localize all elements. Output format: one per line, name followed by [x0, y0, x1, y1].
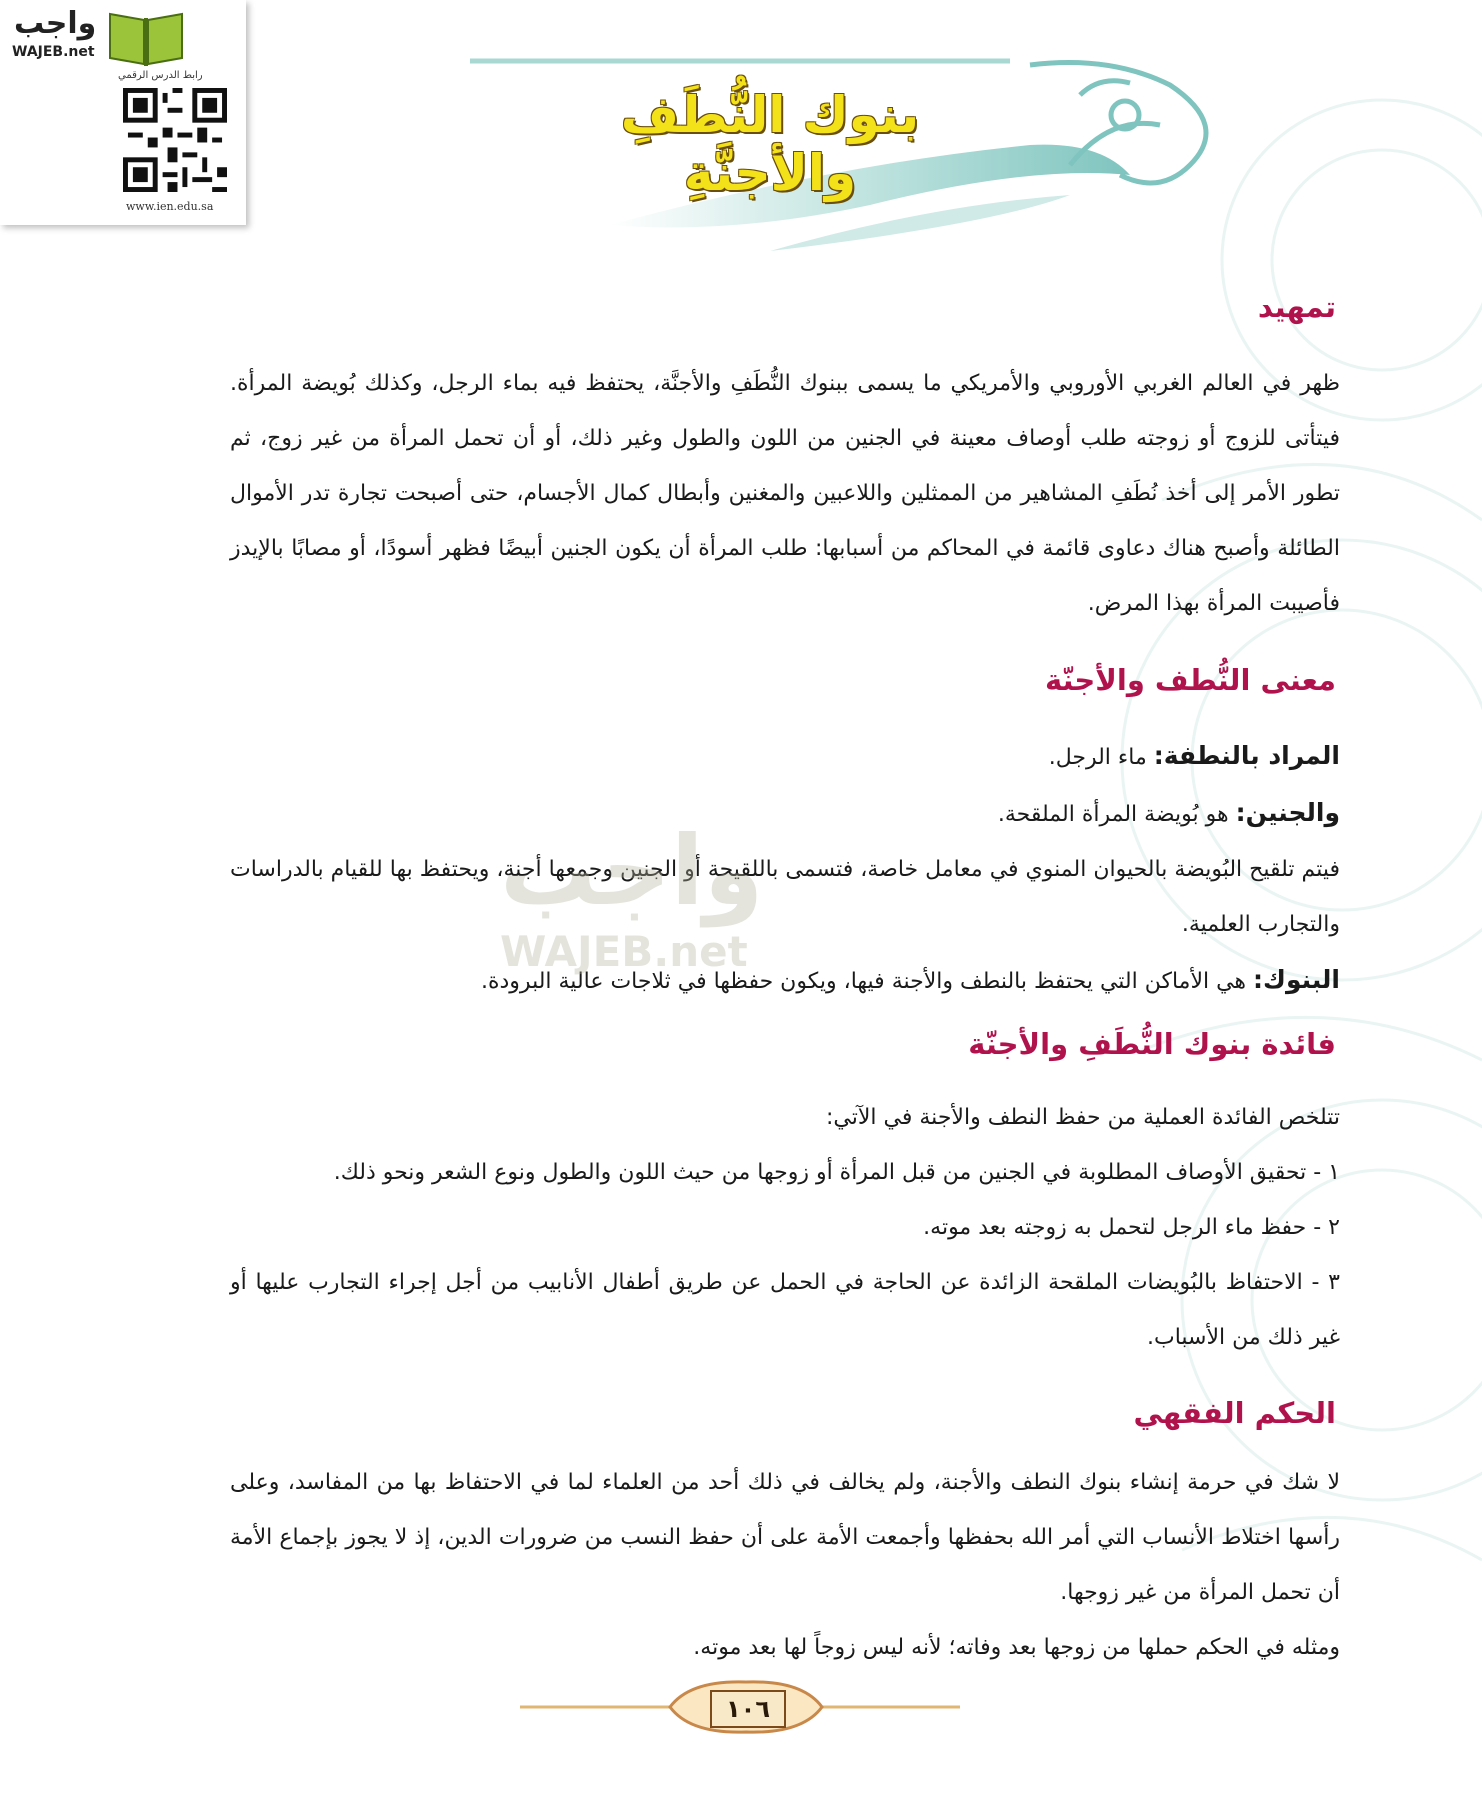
book-logo-icon [104, 4, 188, 68]
process-paragraph: فيتم تلقيح البُويضة بالحيوان المنوي في معامل خاصة، فتسمى باللقيحة أو الجنين وجمعها أجنة، ويحتفظ بها للقيام بالدراسات والتجارب العلمية. [230, 857, 1340, 937]
lesson-url[interactable]: www.ien.edu.sa [126, 200, 214, 213]
meaning-block [230, 728, 1340, 1009]
heading-intro: تمهيد [1257, 290, 1336, 324]
page-number: ١٠٦ [710, 1690, 786, 1728]
benefit-block [230, 1090, 1340, 1365]
qr-label: رابط الدرس الرقمي [118, 70, 203, 81]
banks-label: البنوك: [1253, 965, 1340, 994]
brand-card [0, 0, 246, 225]
heading-benefit: فائدة بنوك النُّطَفِ والأجنّة [968, 1027, 1336, 1061]
intro-paragraph-block [230, 356, 1340, 631]
benefit-item: ٢ - حفظ ماء الرجل لتحمل به زوجته بعد موته. [923, 1215, 1340, 1240]
benefit-item: ١ - تحقيق الأوصاف المطلوبة في الجنين من قبل المرأة أو زوجها من حيث اللون والطول ونوع الشعر ونحو ذلك. [333, 1160, 1340, 1185]
heading-ruling: الحكم الفقهي [1133, 1396, 1336, 1430]
nutfa-text: ماء الرجل. [1048, 745, 1147, 770]
heading-meaning: معنى النُّطف والأجنّة [1044, 663, 1336, 697]
page-number-ornament [520, 1672, 960, 1742]
intro-paragraph: ظهر في العالم الغربي الأوروبي والأمريكي ما يسمى ببنوك النُّطَفِ والأجنَّة، يحتفظ فيه بماء الرجل، وكذلك بُويضة المرأة. فيتأتى للزوج أو زوجته طلب أوصاف معينة في الجنين من اللون والطول وغير ذلك، أو أن تحمل المرأة من غير زوج، ثم تطور الأمر إلى أخذ نُطَفِ المشاهير من الممثلين واللاعبين والمغنين وأبطال كمال الأجسام، حتى أصبحت تجارة تدر الأموال الطائلة وأصبح هناك دعاوى قائمة في المحاكم من أسبابها: طلب المرأة أن يكون الجنين أبيضًا فظهر أسودًا، أو مصابًا بالإيدز فأصيبت المرأة بهذا المرض. [230, 371, 1340, 616]
benefit-item: ٣ - الاحتفاظ بالبُويضات الملقحة الزائدة عن الحاجة في الحمل عن طريق أطفال الأنابيب من أجل إجراء التجارب عليها أو غير ذلك من الأسباب. [230, 1270, 1340, 1350]
brand-name-en: WAJEB.net [12, 44, 95, 60]
qr-code[interactable] [118, 88, 232, 192]
brand-name-ar: واجب [14, 6, 97, 41]
benefit-intro: تتلخص الفائدة العملية من حفظ النطف والأجنة في الآتي: [826, 1105, 1340, 1130]
ruling-block [230, 1455, 1340, 1675]
ruling-paragraph-2: ومثله في الحكم حملها من زوجها بعد وفاته؛ لأنه ليس زوجاً لها بعد موته. [693, 1635, 1340, 1660]
page-title: بنوك النُّطَفِ والأجنَّةِ [620, 86, 920, 202]
ruling-paragraph: لا شك في حرمة إنشاء بنوك النطف والأجنة، ولم يخالف في ذلك أحد من العلماء لما في الاحتفاظ بها من المفاسد، وعلى رأسها اختلاط الأنساب التي أمر الله بحفظها وأجمعت الأمة على أن حفظ النسب من ضرورات الدين، إذ لا يجوز بإجماع الأمة أن تحمل المرأة من غير زوجها. [230, 1470, 1340, 1605]
watermark-ar: واجب [500, 815, 764, 927]
nutfa-label: المراد بالنطفة: [1153, 741, 1340, 770]
janin-label: والجنين: [1235, 798, 1340, 827]
janin-text: هو بُويضة المرأة الملقحة. [997, 802, 1229, 827]
watermark-en: WAJEB.net [500, 927, 748, 976]
banks-text: هي الأماكن التي يحتفظ بالنطف والأجنة فيها، ويكون حفظها في ثلاجات عالية البرودة. [480, 969, 1247, 994]
